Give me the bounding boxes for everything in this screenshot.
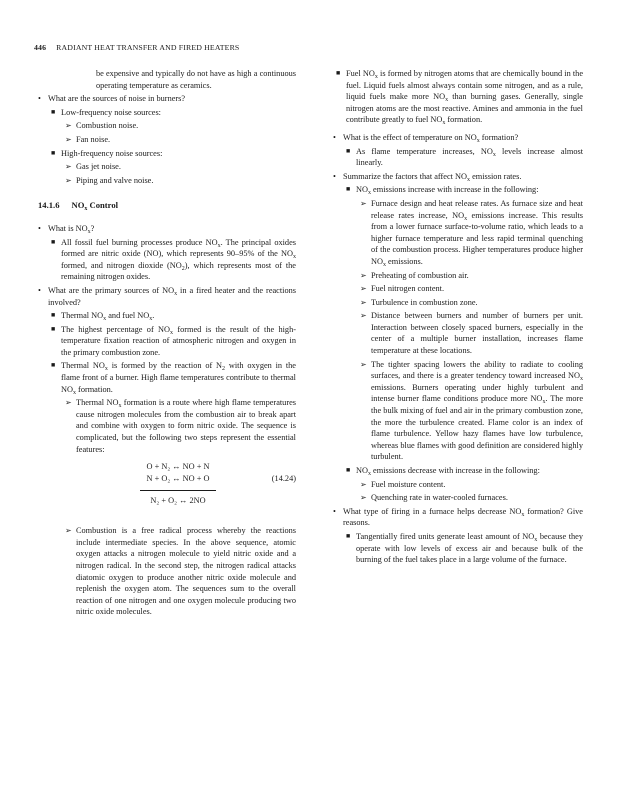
item-combustion-noise: ➢ Combustion noise. (65, 121, 139, 131)
equation-rule (140, 490, 216, 491)
answer-decrease: ■ $NO_x$ emissions decrease with increase in the following: (346, 466, 540, 477)
item-furnace-design: ➢ Furnace design and heat release rates. As furnace size and heat release rates increase, $NO_x$ emissions increase. This results from a lower furnace surface-to-volume ratio, which leads to a higher furnace temperature and less rapid terminal quenching of the combustion process. Higher temperatures produce higher $NO_x$ emissions. (360, 198, 583, 268)
item-quenching: ➢ Quenching rate in water-cooled furnaces. (360, 493, 508, 503)
answer-fuel-nox: ■ Fuel $NO_x$ is formed by nitrogen atoms that are chemically bound in the fuel. Liquid fuels almost always contain some nitrogen, and as a rule, liquid fuels make more $NO_x$ than burning gases. Generally, single nitrogen atoms are the most reactive. Amines and ammonia in the fuel contribute greatly to fuel $NO_x$ formation. (336, 69, 584, 127)
equation-14-24 (38, 461, 296, 517)
question-temperature: • What is the effect of temperature on $NO_x$ formation? (333, 132, 519, 144)
item-tighter-spacing: ➢ The tighter spacing lowers the ability to radiate to cooling surfaces, and there is a greater tendency toward increased $NO_x$ emissions. Burners operating under highly turbulent and intense burner flame conditions produce more $NO_x$. The more the bulk mixing of fuel and air in the primary combustion zone, the more the turbulence created. Flame color is an index of flame turbulence. Yellow hazy flames have low turbulence, whereas blue flames with good definition are considered highly turbulent. (360, 359, 583, 462)
item-gas-jet-noise: ➢ Gas jet noise. (65, 162, 121, 172)
question-what-is-nox: • What is $NO_x$? (38, 223, 95, 235)
item-fuel-nitrogen: ➢ Fuel nitrogen content. (360, 284, 445, 294)
running-title: RADIANT HEAT TRANSFER AND FIRED HEATERS (56, 43, 240, 52)
section-heading: 14.1.6 $NO_x$ Control (38, 200, 119, 213)
answer-thermal-fuel: ■ Thermal $NO_x$ and fuel $NO_x$. (51, 311, 155, 323)
right-column (333, 68, 583, 568)
answer-high-frequency: ■ High-frequency noise sources: (51, 148, 163, 158)
answer-low-frequency: ■ Low-frequency noise sources: (51, 107, 161, 117)
item-fan-noise: ➢ Fan noise. (65, 134, 111, 144)
question-factors: • Summarize the factors that affect $NO_x$ emission rates. (333, 171, 522, 183)
question-firing: • What type of firing in a furnace helps decrease $NO_x$ formation? Give reasons. (333, 506, 583, 528)
item-preheating: ➢ Preheating of combustion air. (360, 270, 469, 280)
answer-increase: ■ $NO_x$ emissions increase with increase in the following: (346, 185, 539, 197)
item-fuel-moisture: ➢ Fuel moisture content. (360, 479, 446, 489)
running-header (34, 43, 239, 52)
answer-tangential: ■ Tangentially fired units generate least amount of $NO_x$ because they operate with low levels of excess air and because bulk of the burning of the fuel takes place in a large volume of the furnace. (346, 531, 583, 565)
item-free-radical: ➢ Combustion is a free radical process whereby the reactions include intermediate species. In the above sequence, atomic oxygen attacks a nitrogen molecule to yield nitric oxide and a nitrogen radical. In the second step, the nitrogen radical attacks diatomic oxygen to produce another nitric oxide molecule and replenish the oxygen atom. The sequences sum to the overall reaction of one nitrogen and one oxygen molecule producing two nitric oxide molecules. (65, 526, 296, 617)
equation-line-1: O + N₂ ↔ NO + N (146, 462, 210, 472)
answer-temperature: ■ As flame temperature increases, $NO_x$ levels increase almost linearly. (346, 146, 584, 168)
equation-line-3: N₂ + O₂ ↔ 2NO (150, 496, 206, 506)
equation-number: (14.24) (271, 474, 296, 484)
answer-highest-percentage: ■ The highest percentage of $NO_x$ formed is the result of the high-temperature fixation reaction of atmospheric nitrogen and oxygen in the primary combustion zone. (51, 324, 296, 357)
answer-thermal-formed: ■ Thermal $NO_x$ is formed by the reaction of $N_2$ with oxygen in the flame front of a burner. High flame temperatures contribute to thermal $NO_x$ formation. (51, 361, 296, 396)
item-piping-noise: ➢ Piping and valve noise. (65, 175, 154, 185)
page-number: 446 (34, 43, 47, 52)
left-column (38, 68, 296, 620)
question-noise: • What are the sources of noise in burners? (38, 94, 186, 104)
equation-line-2: N + O₂ ↔ NO + O (146, 473, 210, 483)
question-primary-sources: • What are the primary sources of $NO_x$ in a fired heater and the reactions involved? (38, 285, 296, 307)
item-burner-distance: ➢ Distance between burners and number of burners per unit. Interaction between closely spaced burners, especially in the center of a multiple burner installation, increases flame temperature at these locations. (360, 311, 583, 356)
paragraph-continuation: be expensive and typically do not have as high a continuous operating temperature as ceramics. (96, 69, 296, 90)
item-turbulence-zone: ➢ Turbulence in combustion zone. (360, 297, 478, 307)
item-thermal-route: ➢ Thermal $NO_x$ formation is a route where high flame temperatures cause nitrogen molecules from the combustion air to break apart and combine with oxygen to form nitric oxide. The sequence is complicated, but the following two steps represent the essential features: (65, 398, 297, 454)
answer-fossil-fuel: ■ All fossil fuel burning processes produce $NO_x$. The principal oxides formed are nitric oxide (NO), which represents 90–95% of the $NO_x$ formed, and nitrogen dioxide $(NO_2)$, which represents most of the remaining nitrogen oxides. (51, 237, 296, 282)
